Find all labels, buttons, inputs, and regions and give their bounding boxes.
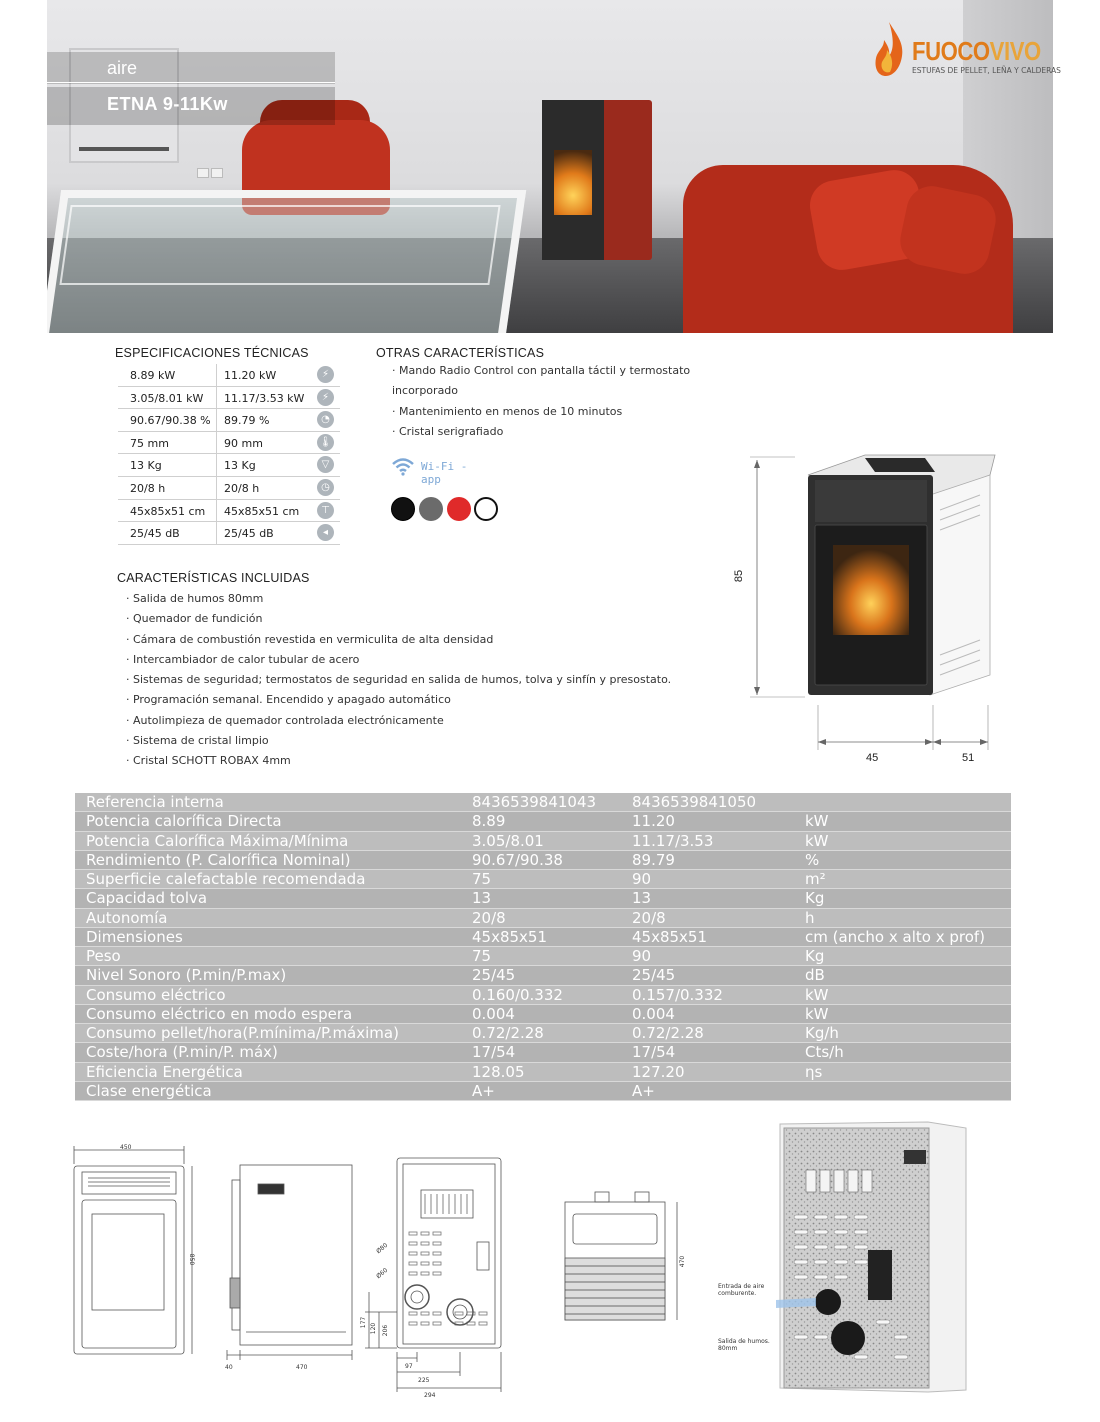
back-dim-1: 97: [405, 1363, 413, 1370]
list-item: · Quemador de fundición: [126, 612, 263, 626]
table-row: [75, 986, 1011, 1005]
table-cell: 25/45: [632, 966, 676, 985]
table-cell: A+: [632, 1081, 655, 1100]
wifi-feature: [392, 458, 492, 486]
table-cell: kW: [805, 1004, 829, 1023]
color-swatch-red: [447, 497, 471, 521]
table-cell: 127.20: [632, 1062, 685, 1081]
table-cell: kW: [805, 831, 829, 850]
list-item: · Sistemas de seguridad; termostatos de seguridad en salida de humos, tolva y sinfín y presostato.: [126, 673, 672, 687]
spec-divider: [216, 387, 217, 409]
table-cell: 75: [472, 947, 492, 965]
table-cell: Rendimiento (P. Calorífica Nominal): [86, 850, 351, 869]
list-item: · Cristal serigrafiado: [392, 424, 504, 438]
table-cell: 11.20: [632, 812, 675, 831]
table-cell: 128.05: [472, 1062, 525, 1081]
spec-value-b: 11.20 kW: [224, 369, 277, 382]
front-view-drawing: [68, 1142, 200, 1367]
table-row: [75, 928, 1011, 947]
table-cell: 20/8: [472, 908, 506, 927]
table-cell: Consumo pellet/hora(P.mínima/P.máxima): [86, 1024, 399, 1042]
dimension-depth: 51: [962, 752, 975, 764]
spec-divider: [216, 522, 217, 544]
temperature-icon: 🌡: [317, 434, 334, 451]
brand-logo: [872, 20, 1061, 80]
table-cell: 0.160/0.332: [472, 985, 563, 1004]
spec-value-b: 13 Kg: [224, 459, 256, 473]
list-item: · Autolimpieza de quemador controlada electrónicamente: [126, 713, 444, 727]
stove-dimension-drawing: [745, 450, 1005, 770]
back-dim-2: 225: [418, 1377, 430, 1384]
air-intake-callout: Entrada de aire comburente.: [718, 1283, 765, 1297]
brand-tagline: ESTUFAS DE PELLET, LEÑA Y CALDERAS: [912, 66, 1061, 75]
table-row: [75, 812, 1011, 831]
hero-switch: [211, 168, 223, 178]
table-cell: cm (ancho x alto x prof): [805, 927, 986, 946]
list-item: · Mando Radio Control con pantalla táctil y termostato: [392, 364, 691, 377]
spec-value-a: 90.67/90.38 %: [130, 414, 211, 428]
power-range-icon: ⚡: [317, 389, 334, 406]
stove-3d-illustration: [745, 450, 1005, 770]
table-cell: Capacidad tolva: [86, 889, 208, 908]
spec-row: [118, 364, 340, 387]
spec-value-a: 20/8 h: [130, 481, 166, 495]
back-vert-dim-1: 177: [360, 1316, 368, 1329]
otras-list: [392, 361, 690, 442]
list-item: incorporado: [392, 384, 459, 398]
table-cell: 25/45: [472, 966, 516, 985]
brand-name: [912, 36, 1041, 67]
table-cell: Superficie calefactable recomendada: [86, 870, 366, 888]
back-vert-dim-2: 120: [370, 1322, 378, 1335]
back-diam-60: Ø60: [375, 1266, 390, 1281]
spec-value-a: 45x85x51 cm: [130, 504, 206, 518]
hero-stove: [542, 100, 652, 260]
incluidas-list: [126, 589, 671, 772]
table-cell: 0.004: [472, 1004, 515, 1023]
spec-value-a: 3.05/8.01 kW: [130, 391, 204, 405]
table-row: [75, 909, 1011, 928]
table-row: [75, 1043, 1011, 1062]
table-cell: Cts/h: [805, 1043, 844, 1062]
list-item: · Intercambiador de calor tubular de acero: [126, 652, 360, 666]
table-row: [75, 851, 1011, 870]
table-row: [75, 947, 1011, 966]
spec-value-b: 11.17/3.53 kW: [224, 391, 305, 405]
table-cell: 13: [472, 889, 492, 908]
table-cell: ηs: [805, 1062, 823, 1081]
table-cell: Peso: [86, 947, 121, 965]
table-row: [75, 889, 1011, 908]
rear-cutaway-illustration: [776, 1120, 968, 1395]
table-cell: Consumo eléctrico: [86, 985, 226, 1004]
hero-category: aire: [107, 58, 138, 78]
wifi-icon: [392, 458, 414, 476]
back-diam-80: Ø80: [375, 1241, 390, 1256]
table-row: [75, 1024, 1011, 1043]
table-cell: kW: [805, 985, 829, 1004]
side-dim-a: 40: [225, 1364, 233, 1371]
specs-table: [118, 364, 340, 545]
brand-name-b: VIVO: [989, 36, 1041, 66]
table-row: [75, 870, 1011, 889]
specs-title: ESPECIFICACIONES TÉCNICAS: [115, 346, 309, 360]
table-cell: Coste/hora (P.min/P. máx): [86, 1043, 278, 1062]
back-vert-dim-3: 206: [382, 1324, 390, 1337]
sound-icon: ◂: [317, 524, 334, 541]
spec-divider: [216, 364, 217, 386]
flame-icon: [872, 20, 906, 78]
list-item: · Sistema de cristal limpio: [126, 734, 269, 748]
hero-label-band: [47, 52, 335, 84]
table-cell: m²: [805, 870, 826, 888]
top-view-drawing: [555, 1190, 695, 1330]
table-cell: 13: [632, 889, 652, 908]
spec-row: [118, 432, 340, 455]
table-cell: 45x85x51: [632, 927, 708, 946]
table-cell: Clase energética: [86, 1081, 212, 1100]
color-swatch-grey: [419, 497, 443, 521]
spec-value-a: 75 mm: [130, 436, 169, 450]
spec-row: [118, 477, 340, 500]
table-cell: Potencia Calorífica Máxima/Mínima: [86, 831, 349, 850]
spec-divider: [216, 477, 217, 499]
table-cell: 8436539841043: [472, 793, 597, 811]
spec-value-b: 45x85x51 cm: [224, 504, 300, 518]
list-item: · Cámara de combustión revestida en vermiculita de alta densidad: [126, 632, 494, 646]
spec-value-b: 90 mm: [224, 436, 263, 450]
table-cell: 11.17/3.53: [632, 831, 714, 850]
clock-icon: ◷: [317, 479, 334, 496]
dimension-height: 85: [733, 569, 746, 583]
table-cell: 0.72/2.28: [472, 1024, 544, 1042]
table-cell: 90: [632, 947, 652, 965]
spec-row: [118, 522, 340, 545]
spec-row: [118, 387, 340, 410]
spec-value-b: 20/8 h: [224, 481, 260, 495]
list-item: · Cristal SCHOTT ROBAX 4mm: [126, 754, 291, 768]
table-row: [75, 832, 1011, 851]
side-dim-b: 470: [296, 1364, 308, 1371]
hero-switch: [197, 168, 209, 178]
table-row: [75, 966, 1011, 985]
spec-row: [118, 409, 340, 432]
spec-divider: [216, 500, 217, 522]
table-cell: %: [805, 850, 820, 869]
table-cell: Consumo eléctrico en modo espera: [86, 1004, 353, 1023]
hero-model: ETNA 9-11Kw: [107, 94, 228, 114]
front-width-label: 450: [120, 1144, 132, 1151]
table-cell: Kg: [805, 889, 825, 908]
table-cell: 3.05/8.01: [472, 831, 544, 850]
table-cell: 45x85x51: [472, 927, 548, 946]
list-item: · Salida de humos 80mm: [126, 592, 264, 605]
table-row: [75, 1082, 1011, 1101]
table-cell: 75: [472, 870, 492, 888]
table-cell: Autonomía: [86, 908, 168, 927]
incluidas-title: CARACTERÍSTICAS INCLUIDAS: [117, 571, 310, 585]
color-swatch-white: [474, 497, 498, 521]
table-cell: Nivel Sonoro (P.min/P.max): [86, 966, 287, 985]
table-cell: 0.157/0.332: [632, 985, 723, 1004]
table-cell: h: [805, 908, 815, 927]
power-icon: ⚡: [317, 366, 334, 383]
table-cell: 0.004: [632, 1004, 675, 1023]
efficiency-gauge-icon: ◔: [317, 411, 334, 428]
spec-row: [118, 500, 340, 523]
front-height-label: 850: [188, 1253, 196, 1266]
list-item: · Mantenimiento en menos de 10 minutos: [392, 404, 623, 418]
back-dim-3: 294: [424, 1392, 436, 1399]
table-row: [75, 1063, 1011, 1082]
spec-value-b: 25/45 dB: [224, 527, 274, 541]
spec-value-a: 13 Kg: [130, 459, 162, 473]
dimension-width: 45: [866, 752, 879, 764]
table-cell: 8.89: [472, 812, 506, 831]
table-cell: 89.79: [632, 850, 675, 869]
top-height-label: 470: [679, 1255, 687, 1268]
table-row: [75, 793, 1011, 812]
hero-table-glass: [59, 205, 500, 285]
table-cell: 17/54: [472, 1043, 516, 1062]
table-cell: 17/54: [632, 1043, 676, 1062]
dimensions-icon: ⊤: [317, 502, 334, 519]
spec-value-b: 89.79 %: [224, 414, 270, 428]
table-cell: 90.67/90.38: [472, 850, 563, 869]
table-cell: Kg: [805, 947, 825, 965]
brand-name-a: FUOCO: [912, 36, 990, 66]
table-cell: 90: [632, 870, 652, 888]
table-cell: Potencia calorífica Directa: [86, 812, 282, 831]
hopper-icon: ▽: [317, 456, 334, 473]
table-cell: kW: [805, 812, 829, 831]
table-cell: 8436539841050: [632, 793, 757, 811]
spec-divider: [216, 432, 217, 454]
table-cell: A+: [472, 1081, 495, 1100]
table-cell: Kg/h: [805, 1024, 839, 1042]
color-swatch-black: [391, 497, 415, 521]
spec-row: [118, 454, 340, 477]
table-row: [75, 1005, 1011, 1024]
spec-value-a: 25/45 dB: [130, 527, 180, 541]
side-view-drawing: [222, 1160, 357, 1375]
technical-data-table: [75, 793, 1011, 1101]
otras-title: OTRAS CARACTERÍSTICAS: [376, 346, 545, 360]
table-cell: Eficiencia Energética: [86, 1062, 243, 1081]
table-cell: Dimensiones: [86, 927, 183, 946]
table-cell: dB: [805, 966, 825, 985]
hero-label-rule: [47, 82, 335, 83]
table-cell: Referencia interna: [86, 793, 224, 811]
spec-divider: [216, 454, 217, 476]
table-cell: 20/8: [632, 908, 666, 927]
list-item: · Programación semanal. Encendido y apagado automático: [126, 693, 451, 707]
wifi-label: Wi-Fi - app: [421, 460, 468, 486]
smoke-outlet-callout: Salida de humos. 80mm: [718, 1338, 770, 1352]
spec-value-a: 8.89 kW: [130, 369, 176, 382]
spec-divider: [216, 409, 217, 431]
table-cell: 0.72/2.28: [632, 1024, 704, 1042]
